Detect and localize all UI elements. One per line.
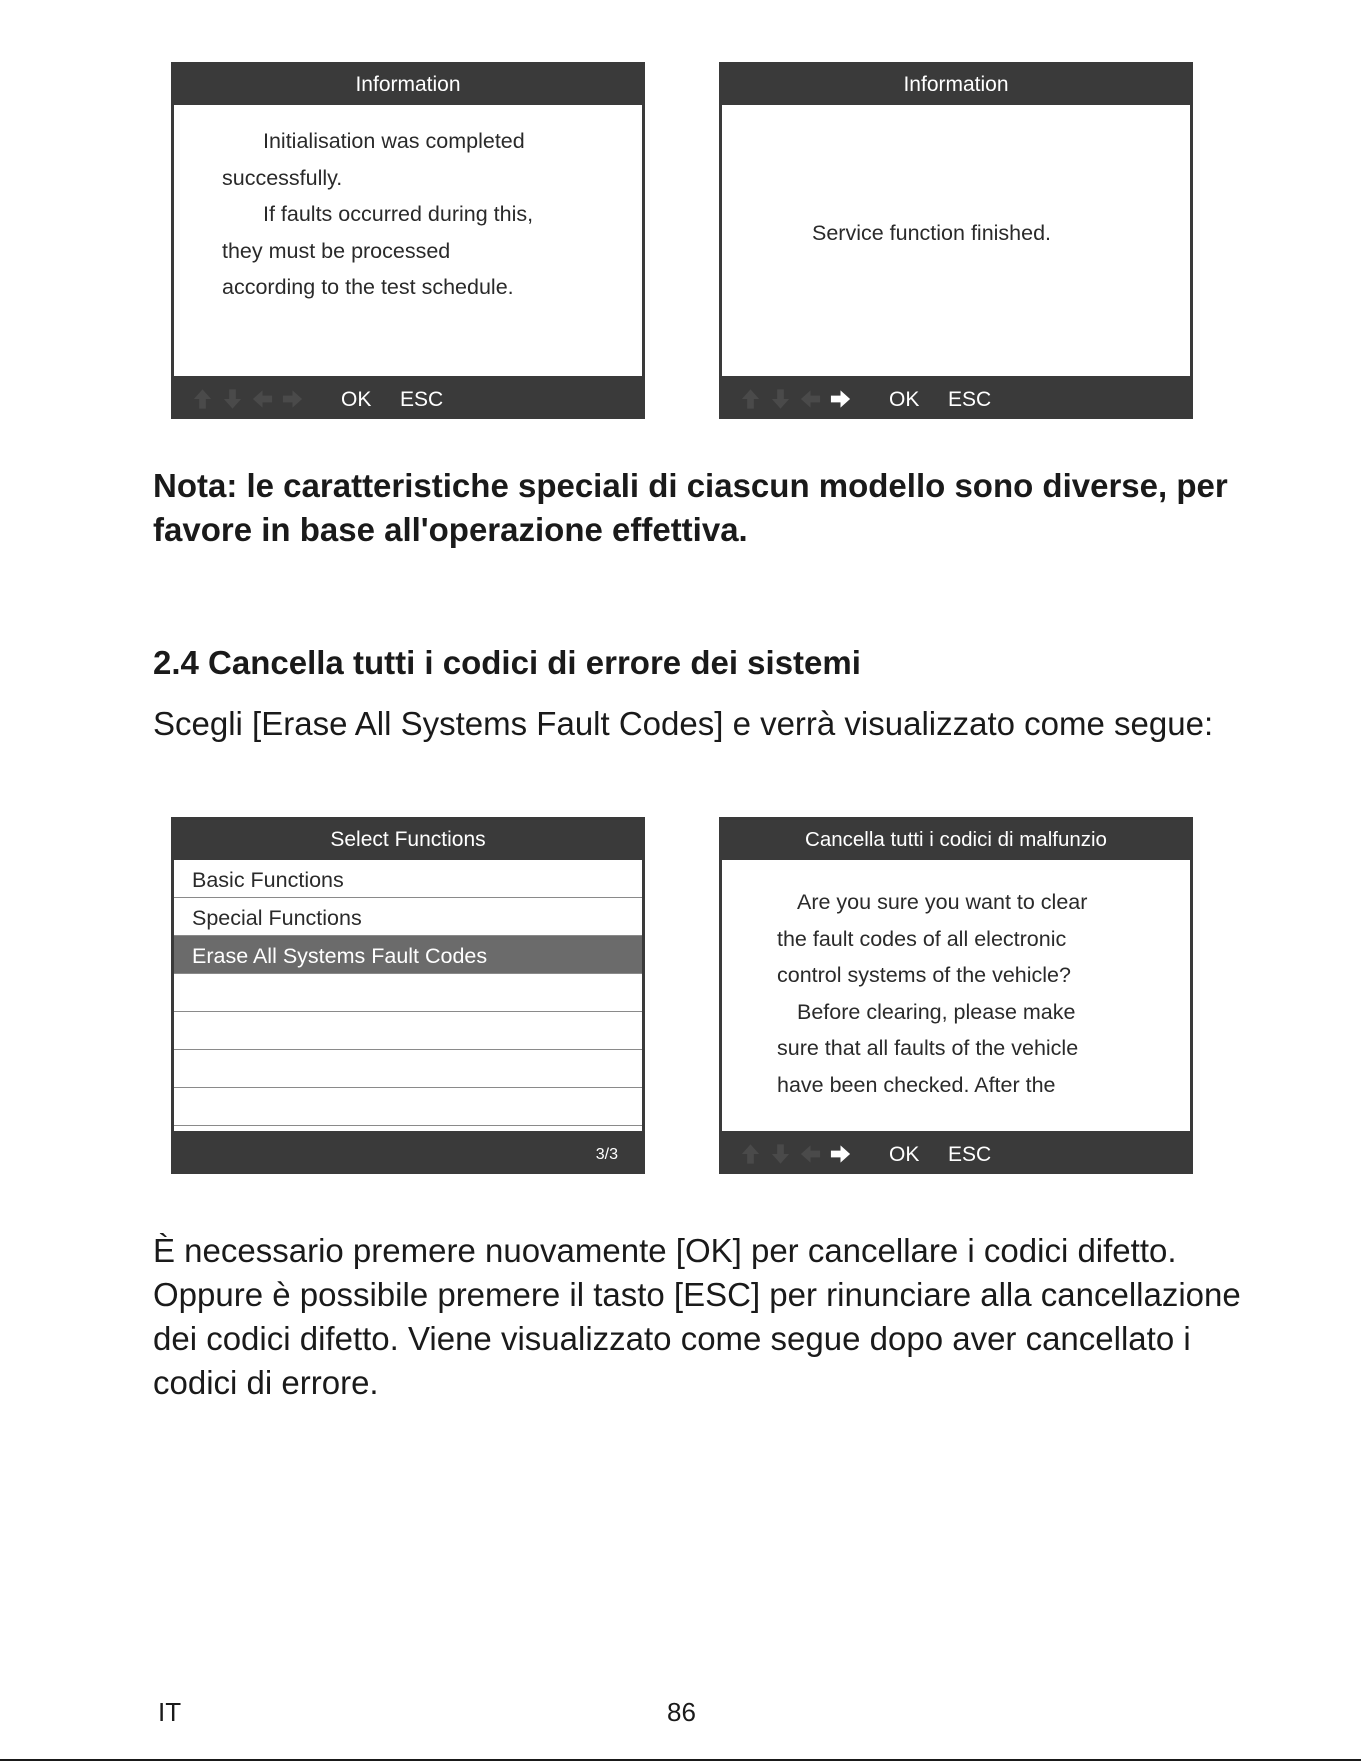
message-line: Before clearing, please make [797, 999, 1076, 1024]
message-line: the fault codes of all electronic [777, 926, 1067, 951]
screen-title: Cancella tutti i codici di malfunzio [805, 828, 1107, 851]
arrow-left-icon[interactable] [799, 1142, 822, 1166]
screen-select-functions [171, 817, 645, 1174]
arrow-up-icon[interactable] [739, 387, 762, 411]
esc-button[interactable]: ESC [400, 388, 444, 411]
section-after-text: È necessario premere nuovamente [OK] per cancellare i codici difetto. Oppure è possibile premere il tasto [ESC] per rinunciare alla cancellazione dei codici difetto. Viene visualizzato come segue dopo aver cancellato i codici di errore. [153, 1232, 1241, 1401]
ok-button[interactable]: OK [889, 1143, 920, 1166]
message-line: Initialisation was completed [263, 129, 525, 153]
message-line: If faults occurred during this, [263, 202, 534, 226]
arrow-right-icon[interactable] [829, 1142, 852, 1166]
message-line: Are you sure you want to clear [797, 890, 1088, 914]
list-item-empty [174, 1088, 642, 1126]
arrow-up-icon[interactable] [191, 387, 214, 411]
arrow-left-icon[interactable] [799, 387, 822, 411]
message-line: have been checked. After the [777, 1072, 1056, 1097]
message-line: they must be processed [222, 238, 451, 263]
arrow-right-icon[interactable] [829, 387, 852, 411]
list-item-basic-functions[interactable]: Basic Functions [174, 860, 642, 898]
ok-button[interactable]: OK [889, 388, 920, 411]
arrow-down-icon[interactable] [769, 387, 792, 411]
nav-arrows [739, 387, 852, 411]
nav-arrows [739, 1142, 852, 1166]
message-text [777, 884, 1177, 1103]
message-line: control systems of the vehicle? [777, 963, 1071, 987]
list-item-empty [174, 1050, 642, 1088]
page-indicator: 3/3 [595, 1146, 618, 1163]
arrow-left-icon[interactable] [251, 387, 274, 411]
screen-footer [171, 1134, 645, 1174]
message-text [222, 123, 622, 306]
arrow-right-icon[interactable] [281, 387, 304, 411]
arrow-down-icon[interactable] [769, 1142, 792, 1166]
list-item-empty [174, 974, 642, 1012]
message-line: according to the test schedule. [222, 275, 514, 299]
screen-body [722, 860, 1190, 1131]
esc-button[interactable]: ESC [948, 388, 992, 411]
footer-language: IT [158, 1697, 182, 1727]
message-line: sure that all faults of the vehicle [777, 1036, 1079, 1060]
list-item-special-functions[interactable]: Special Functions [174, 898, 642, 936]
arrow-down-icon[interactable] [221, 387, 244, 411]
note-text: Nota: le caratteristiche speciali di ciascun modello sono diverse, per favore in base all'operazione effettiva. [153, 467, 1228, 548]
screen-title: Select Functions [330, 828, 486, 851]
esc-button[interactable]: ESC [948, 1143, 992, 1166]
message-text: Service function finished. [812, 221, 1052, 245]
arrow-up-icon[interactable] [739, 1142, 762, 1166]
screen-footer [171, 379, 645, 419]
screen-body [722, 105, 1190, 376]
function-list [174, 860, 642, 1131]
list-item-erase-all-fault-codes[interactable]: Erase All Systems Fault Codes [174, 936, 642, 974]
screen-information-initialisation [171, 62, 645, 419]
screen-clear-confirm [719, 817, 1193, 1174]
screen-title: Information [903, 73, 1009, 96]
message-line: successfully. [222, 165, 343, 190]
screen-title: Information [355, 73, 461, 96]
ok-button[interactable]: OK [341, 388, 372, 411]
list-item-empty [174, 1012, 642, 1050]
section-intro: Scegli [Erase All Systems Fault Codes] e verrà visualizzato come segue: [153, 705, 1214, 742]
section-title: 2.4 Cancella tutti i codici di errore dei sistemi [153, 644, 861, 681]
screen-footer [719, 1134, 1193, 1174]
nav-arrows [191, 387, 304, 411]
screen-body [174, 105, 642, 376]
screen-footer [719, 379, 1193, 419]
footer-page-number: 86 [667, 1697, 696, 1727]
screen-information-finished [719, 62, 1193, 419]
